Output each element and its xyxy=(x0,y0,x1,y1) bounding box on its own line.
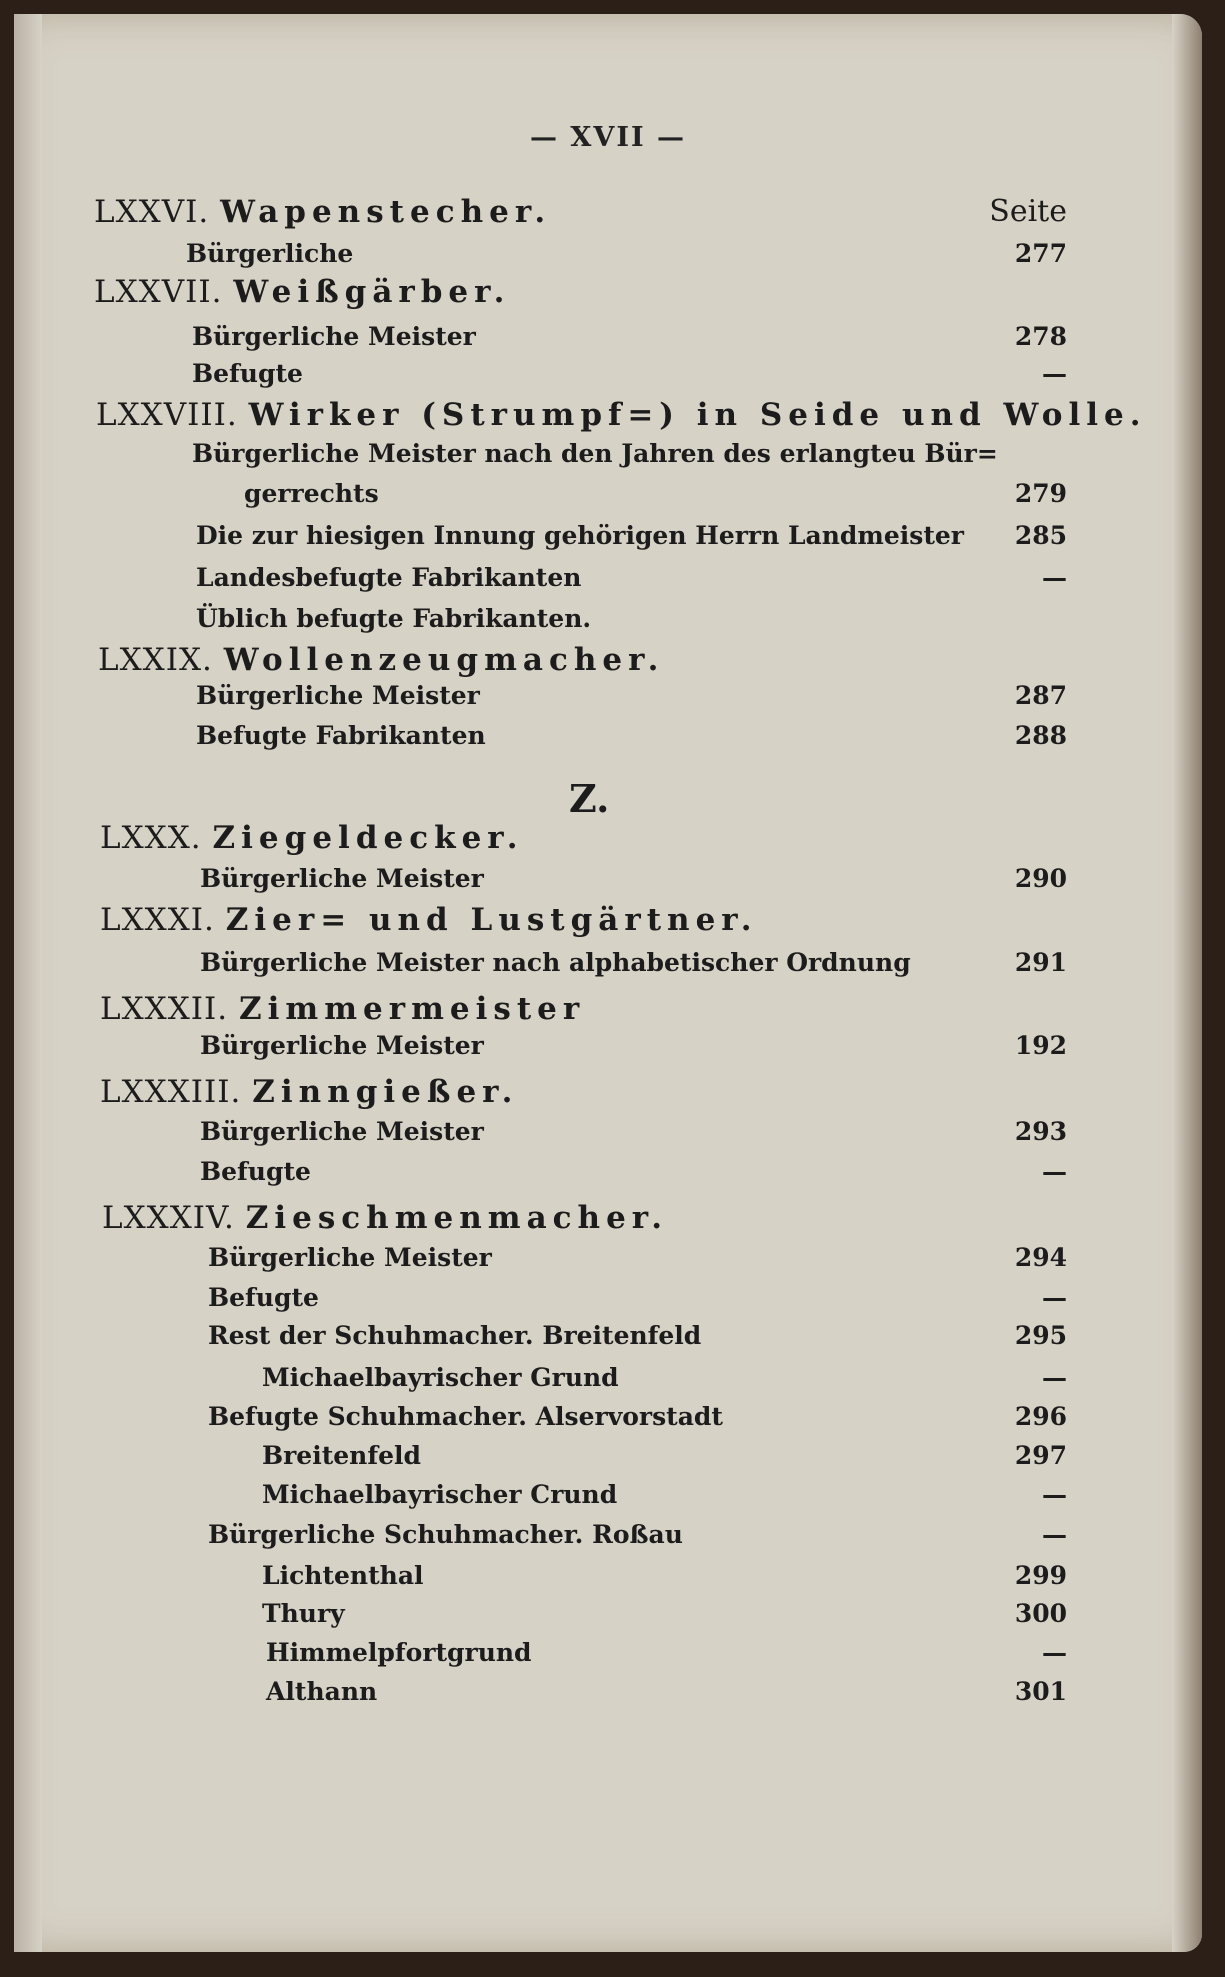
toc-entry xyxy=(14,1031,1202,1071)
page-number: 277 xyxy=(1014,239,1067,268)
page-number: — xyxy=(1042,1157,1067,1186)
toc-entry xyxy=(14,1243,1202,1283)
page-number: — xyxy=(1042,563,1067,592)
page-number: 295 xyxy=(1014,1321,1067,1350)
entry-label: Bürgerliche Meister nach den Jahren des erlangteu Bür= xyxy=(192,439,998,468)
toc-section xyxy=(14,902,1202,942)
toc-entry xyxy=(14,1402,1202,1442)
section-number: LXXVIII. xyxy=(96,397,249,433)
page-number: — xyxy=(1042,1480,1067,1509)
page-number: 293 xyxy=(1014,1117,1067,1146)
page-number: — xyxy=(1042,1283,1067,1312)
toc-section xyxy=(14,1074,1202,1114)
letter-heading: Z. xyxy=(569,776,610,821)
entry-label: Bürgerliche Meister xyxy=(200,1031,484,1060)
page-header: — XVII — xyxy=(530,122,686,153)
section-number: LXXXI. xyxy=(100,902,226,938)
section-title: Wirker (Strumpf=) in Seide und Wolle. xyxy=(248,397,1147,433)
entry-label: Landesbefugte Fabrikanten xyxy=(196,563,582,592)
section-heading xyxy=(100,902,758,938)
entry-label: Befugte Schuhmacher. Alservorstadt xyxy=(208,1402,723,1431)
toc-section xyxy=(14,642,1202,682)
toc-entry xyxy=(14,1283,1202,1323)
entry-label: Breitenfeld xyxy=(262,1441,421,1470)
page-number: — xyxy=(1042,359,1067,388)
page-number: 299 xyxy=(1014,1561,1067,1590)
toc-section xyxy=(14,194,1202,234)
page-number: 285 xyxy=(1014,521,1067,550)
entry-label: Bürgerliche Meister xyxy=(192,322,476,351)
toc-entry xyxy=(14,1157,1202,1197)
toc-entry xyxy=(14,948,1202,988)
page-number: 291 xyxy=(1014,948,1067,977)
page-number: 301 xyxy=(1014,1677,1067,1706)
toc-entry xyxy=(14,1677,1202,1717)
toc-entry xyxy=(14,721,1202,761)
section-title: Zinngießer. xyxy=(252,1074,519,1110)
section-number: LXXIX. xyxy=(98,642,224,678)
toc-entry xyxy=(14,521,1202,561)
toc-entry xyxy=(14,479,1202,519)
page-number: 296 xyxy=(1014,1402,1067,1431)
entry-label: Bürgerliche xyxy=(186,239,354,268)
section-title: Zieschmenmacher. xyxy=(245,1200,669,1236)
entry-label: Üblich befugte Fabrikanten. xyxy=(196,604,592,633)
entry-label: Thury xyxy=(262,1599,345,1628)
section-number: LXXVI. xyxy=(94,194,221,230)
entry-label: gerrechts xyxy=(244,479,379,508)
toc-entry xyxy=(14,864,1202,904)
toc-entry xyxy=(14,1117,1202,1157)
toc-section xyxy=(14,991,1202,1031)
toc-entry xyxy=(14,439,1202,479)
toc-entry xyxy=(14,563,1202,603)
section-title: Wapenstecher. xyxy=(220,194,552,230)
entry-label: Michaelbayrischer Crund xyxy=(262,1480,618,1509)
page-number: 290 xyxy=(1014,864,1067,893)
entry-label: Befugte xyxy=(208,1283,319,1312)
section-heading xyxy=(100,820,524,856)
section-heading xyxy=(102,1200,668,1236)
toc-entry xyxy=(14,1441,1202,1481)
page-number: 288 xyxy=(1014,721,1067,750)
entry-label: Die zur hiesigen Innung gehörigen Herrn Landmeister xyxy=(196,521,964,550)
toc-entry xyxy=(14,604,1202,644)
page-number: — xyxy=(1042,1520,1067,1549)
toc-entry xyxy=(14,322,1202,362)
entry-label: Bürgerliche Meister xyxy=(200,1117,484,1146)
toc-entry xyxy=(14,1363,1202,1403)
page-number: Seite xyxy=(989,194,1067,229)
page-number: — xyxy=(1042,1363,1067,1392)
page-number: 300 xyxy=(1014,1599,1067,1628)
toc-section xyxy=(14,1200,1202,1240)
section-heading xyxy=(94,194,551,230)
section-heading xyxy=(94,274,510,310)
page-number: 192 xyxy=(1014,1031,1067,1060)
page-number: 297 xyxy=(1014,1441,1067,1470)
toc-entry xyxy=(14,1638,1202,1678)
book-page xyxy=(14,14,1202,1952)
page-number: 278 xyxy=(1014,322,1067,351)
entry-label: Rest der Schuhmacher. Breitenfeld xyxy=(208,1321,702,1350)
entry-label: Bürgerliche Meister xyxy=(196,681,480,710)
section-heading xyxy=(98,642,664,678)
entry-label: Bürgerliche Meister nach alphabetischer Ordnung xyxy=(200,948,911,977)
toc-entry xyxy=(14,1561,1202,1601)
toc-entry xyxy=(14,1321,1202,1361)
entry-label: Lichtenthal xyxy=(262,1561,424,1590)
section-number: LXXXIII. xyxy=(100,1074,253,1110)
entry-label: Befugte xyxy=(200,1157,311,1186)
entry-label: Michaelbayrischer Grund xyxy=(262,1363,619,1392)
toc-entry xyxy=(14,1520,1202,1560)
entry-label: Befugte Fabrikanten xyxy=(196,721,486,750)
toc-entry xyxy=(14,681,1202,721)
section-title: Wollenzeugmacher. xyxy=(223,642,665,678)
section-number: LXXVII. xyxy=(94,274,234,310)
toc-section xyxy=(14,274,1202,314)
entry-label: Bürgerliche Schuhmacher. Roßau xyxy=(208,1520,683,1549)
section-title: Zier= und Lustgärtner. xyxy=(225,902,758,938)
toc-section xyxy=(14,820,1202,860)
section-heading xyxy=(100,1074,518,1110)
toc-entry xyxy=(14,359,1202,399)
toc-entry xyxy=(14,1480,1202,1520)
toc-section xyxy=(14,397,1202,437)
section-heading xyxy=(96,397,1147,433)
entry-label: Bürgerliche Meister xyxy=(208,1243,492,1272)
section-number: LXXX. xyxy=(100,820,213,856)
page-number: 287 xyxy=(1014,681,1067,710)
section-heading xyxy=(100,991,585,1027)
entry-label: Bürgerliche Meister xyxy=(200,864,484,893)
entry-label: Himmelpfortgrund xyxy=(266,1638,532,1667)
page-number: — xyxy=(1042,1638,1067,1667)
section-number: LXXXII. xyxy=(100,991,239,1027)
toc-entry xyxy=(14,1599,1202,1639)
entry-label: Befugte xyxy=(192,359,303,388)
section-number: LXXXIV. xyxy=(102,1200,246,1236)
section-title: Zimmermeister xyxy=(239,991,586,1027)
toc-entry xyxy=(14,239,1202,279)
page-number: 294 xyxy=(1014,1243,1067,1272)
section-title: Ziegeldecker. xyxy=(212,820,524,856)
section-title: Weißgärber. xyxy=(233,274,511,310)
entry-label: Althann xyxy=(266,1677,378,1706)
page-number: 279 xyxy=(1014,479,1067,508)
